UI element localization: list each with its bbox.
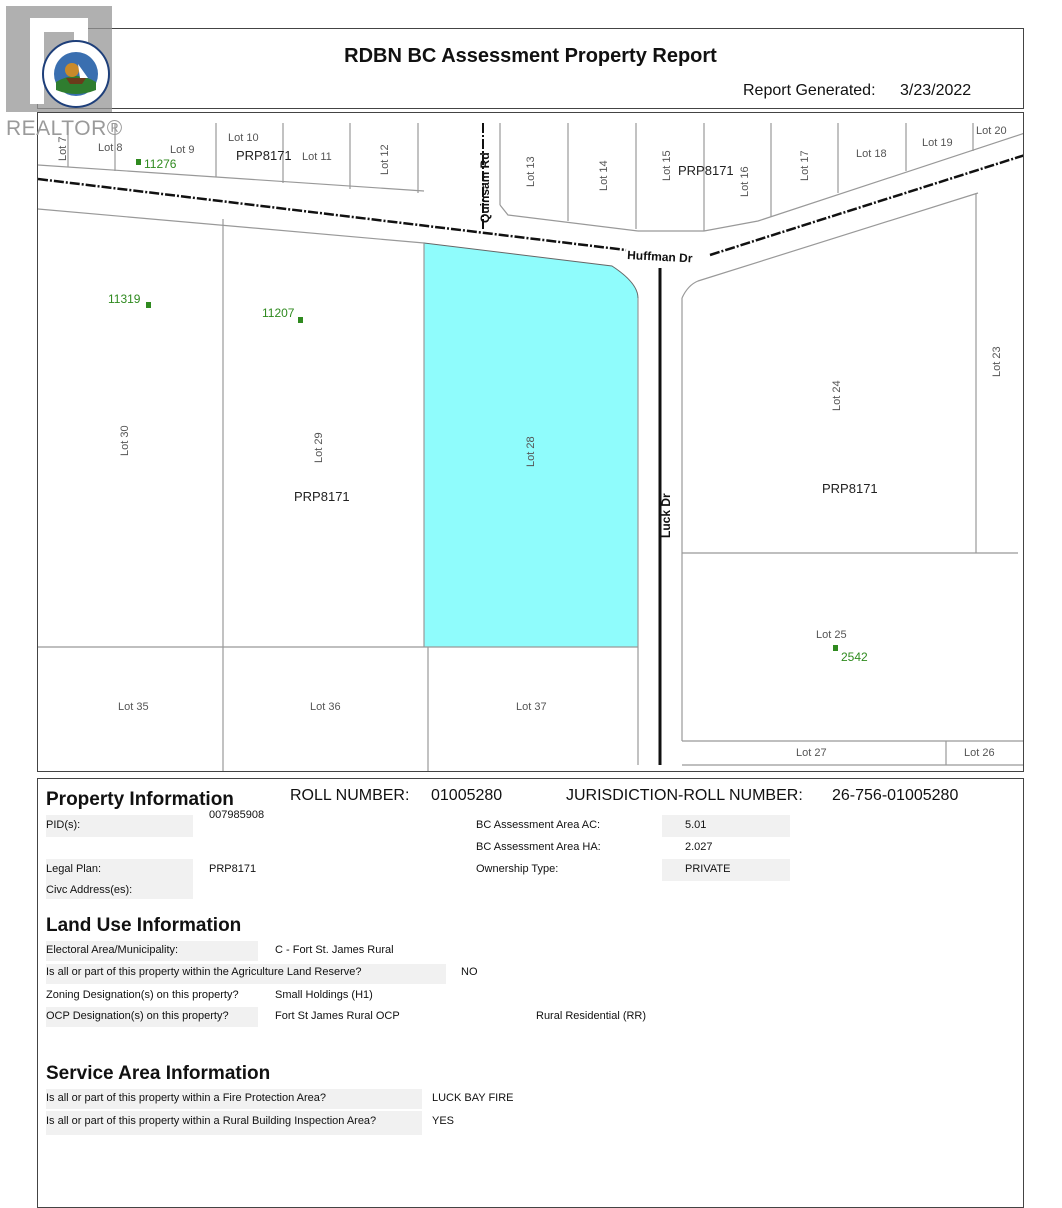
lot-label: Lot 14 <box>598 160 610 191</box>
realtor-watermark: REALTOR® <box>6 117 123 140</box>
report-header <box>37 28 1024 109</box>
property-info-heading: Property Information <box>46 789 234 810</box>
lot-label: Lot 15 <box>661 150 673 181</box>
pid-value: 007985908 <box>209 809 265 821</box>
lot-label: Lot 24 <box>831 380 843 411</box>
property-map <box>37 112 1024 772</box>
electoral-area-label: Electoral Area/Municipality: <box>46 944 179 956</box>
zoning-value: Small Holdings (H1) <box>275 989 373 1001</box>
pid-label: PID(s): <box>46 819 81 831</box>
lot-label: Lot 28 <box>525 436 537 467</box>
lot-label: Lot 36 <box>310 701 341 713</box>
plan-label-right: PRP8171 <box>822 481 878 496</box>
plan-label-top-right: PRP8171 <box>678 163 734 178</box>
lot-label: Lot 30 <box>119 425 131 456</box>
plan-label-left: PRP8171 <box>294 489 350 504</box>
quinsam-road-label: Quinsam Rd <box>478 152 492 223</box>
lot-label: Lot 35 <box>118 701 149 713</box>
ownership-value: PRIVATE <box>685 863 731 875</box>
inspection-area-label: Is all or part of this property within a Rural Building Inspection Area? <box>46 1115 377 1127</box>
lot-label: Lot 8 <box>98 142 123 154</box>
electoral-area-value: C - Fort St. James Rural <box>275 944 394 956</box>
civic-address-label: Civc Address(es): <box>46 884 133 896</box>
service-area-heading: Service Area Information <box>46 1063 271 1084</box>
lot-label: Lot 17 <box>799 150 811 181</box>
jurisdiction-roll-value: 26-756-01005280 <box>832 787 959 804</box>
address-marker <box>298 317 303 323</box>
lot-label: Lot 37 <box>516 701 547 713</box>
inspection-area-value: YES <box>432 1115 455 1127</box>
legal-plan-label: Legal Plan: <box>46 863 102 875</box>
area-ha-label: BC Assessment Area HA: <box>476 841 601 853</box>
lot-label: Lot 29 <box>313 432 325 463</box>
lot-label: Lot 27 <box>796 747 827 759</box>
report-generated-date: 3/23/2022 <box>900 82 972 99</box>
ocp-value-2: Rural Residential (RR) <box>536 1010 647 1022</box>
lot-label: Lot 19 <box>922 137 953 149</box>
lot-label: Lot 18 <box>856 148 887 160</box>
lot-label: Lot 9 <box>170 144 195 156</box>
address-label: 11319 <box>108 292 141 306</box>
luck-road-label: Luck Dr <box>659 493 673 538</box>
ocp-value: Fort St James Rural OCP <box>275 1010 400 1022</box>
address-label: 11207 <box>262 306 295 320</box>
huffman-road-label: Huffman Dr <box>626 248 693 266</box>
lot-label: Lot 23 <box>991 346 1003 377</box>
lot-label: Lot 13 <box>525 156 537 187</box>
ownership-label: Ownership Type: <box>476 863 559 875</box>
roll-number-label: ROLL NUMBER: <box>290 787 410 804</box>
ocp-label: OCP Designation(s) on this property? <box>46 1010 229 1022</box>
fire-area-label: Is all or part of this property within a Fire Protection Area? <box>46 1092 327 1104</box>
information-panel <box>37 778 1024 1208</box>
lot-label: Lot 12 <box>379 144 391 175</box>
area-ac-label: BC Assessment Area AC: <box>476 819 601 831</box>
legal-plan-value: PRP8171 <box>209 863 257 875</box>
land-use-heading: Land Use Information <box>46 915 242 936</box>
lot-label: Lot 7 <box>57 136 69 161</box>
area-ha-value: 2.027 <box>685 841 713 853</box>
address-label: 2542 <box>841 650 868 664</box>
fire-area-value: LUCK BAY FIRE <box>432 1092 514 1104</box>
regional-district-seal-icon <box>42 40 110 108</box>
lot-label: Lot 26 <box>964 747 995 759</box>
report-title: RDBN BC Assessment Property Report <box>344 45 717 67</box>
alr-label: Is all or part of this property within the Agriculture Land Reserve? <box>46 966 362 978</box>
plan-label-top-left: PRP8171 <box>236 148 292 163</box>
area-ac-value: 5.01 <box>685 819 707 831</box>
lot-label: Lot 10 <box>228 132 259 144</box>
address-marker <box>146 302 151 308</box>
lot-label: Lot 20 <box>976 125 1007 137</box>
cell-bg <box>662 815 790 837</box>
lot-label: Lot 25 <box>816 629 847 641</box>
map-canvas <box>38 113 1024 772</box>
roll-number-value: 01005280 <box>431 787 503 804</box>
zoning-label: Zoning Designation(s) on this property? <box>46 989 239 1001</box>
alr-value: NO <box>461 966 478 978</box>
lot-label: Lot 16 <box>739 166 751 197</box>
report-generated-label: Report Generated: <box>743 82 876 99</box>
address-label: 11276 <box>144 157 177 171</box>
address-marker <box>136 159 141 165</box>
jurisdiction-roll-label: JURISDICTION-ROLL NUMBER: <box>566 787 803 804</box>
lot-label: Lot 11 <box>302 151 332 163</box>
address-marker <box>833 645 838 651</box>
